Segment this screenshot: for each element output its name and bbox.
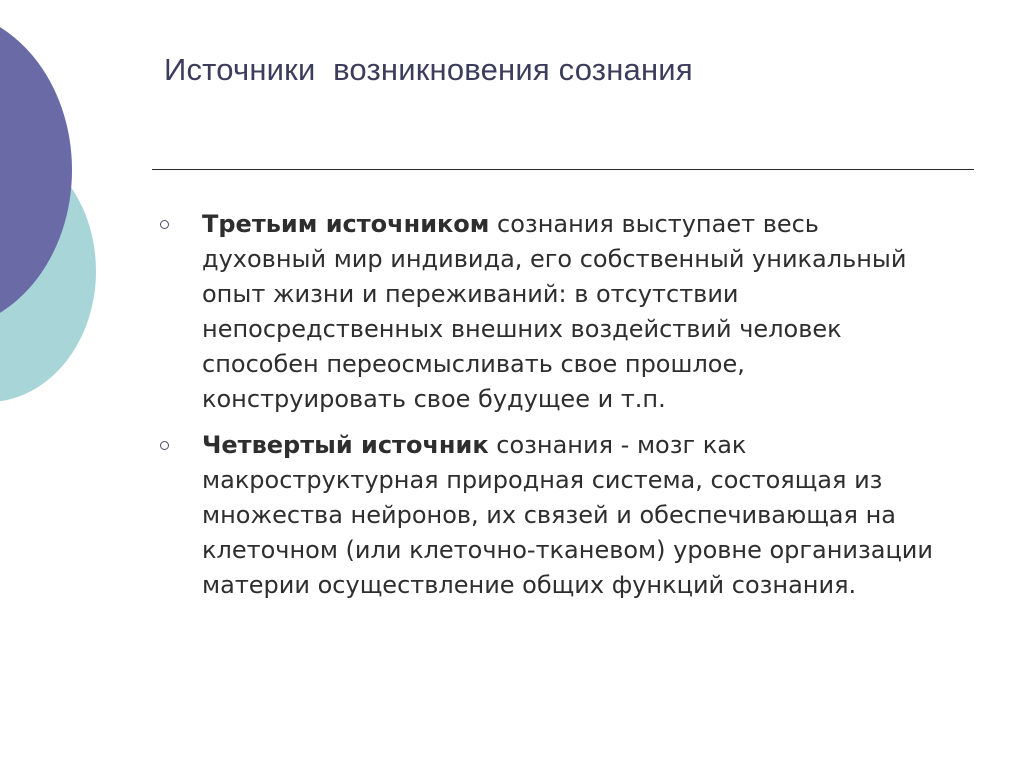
- bullet-text: сознания выступает весь духовный мир индивида, его собственный уникальный опыт жизни и переживаний: в отсутствии непосредственных внешних воздействий человек способен переосмысливать свое прошлое, конструировать свое будущее и т.п.: [202, 210, 907, 413]
- bullet-item-third-source: [160, 207, 950, 417]
- title-divider: [152, 169, 974, 170]
- bullet-circle-icon: [160, 441, 169, 450]
- slide-title: Источники возникновения сознания: [164, 52, 693, 87]
- bullet-circle-icon: [160, 220, 169, 229]
- bullet-list: [160, 207, 950, 614]
- bullet-item-fourth-source: [160, 428, 950, 603]
- bullet-bold-text: Третьим источником: [202, 210, 490, 238]
- bullet-bold-text: Четвертый источник: [202, 431, 489, 459]
- bullet-text: сознания - мозг как макроструктурная природная система, состоящая из множества нейронов, их связей и обеспечивающая на клеточном (или клеточно-тканевом) уровне организации материи осуществление общих функций сознания.: [202, 431, 934, 599]
